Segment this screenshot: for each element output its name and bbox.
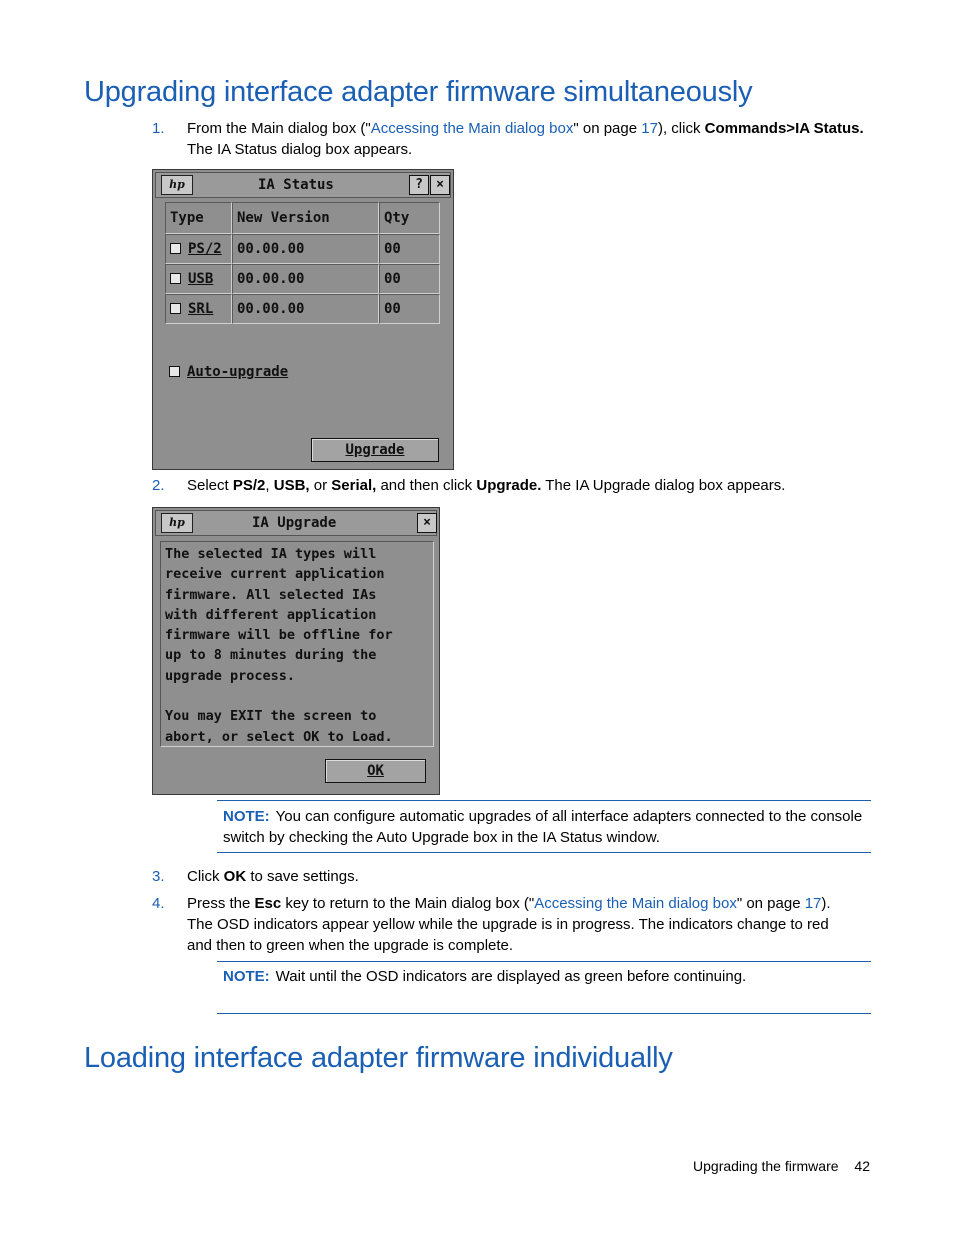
message-line: firmware will be offline for [165, 627, 393, 644]
dialog-title: IA Status [258, 177, 334, 193]
step-text [187, 893, 855, 956]
step-number: 2. [152, 477, 165, 494]
message-line: The selected IA types will [165, 546, 377, 562]
type-label: SRL [188, 301, 214, 317]
hp-logo: hp [161, 513, 193, 533]
type-cell[interactable] [165, 264, 232, 294]
checkbox-ps2[interactable] [170, 243, 181, 254]
option-serial: Serial, [331, 477, 377, 494]
esc-key: Esc [254, 895, 282, 912]
ia-upgrade-dialog [152, 507, 440, 795]
page-link[interactable]: 17 [641, 120, 658, 137]
upgrade-message [160, 541, 434, 747]
step-text-part: to save settings. [246, 868, 359, 885]
type-cell[interactable] [165, 234, 232, 264]
option-ps2: PS/2 [232, 477, 266, 494]
note-label: NOTE: [223, 808, 270, 825]
note-auto-upgrade [217, 800, 871, 853]
upgrade-button-label: Upgrade [345, 442, 405, 458]
step-text-part: " on page [573, 120, 642, 137]
footer-section-title: Upgrading the firmware [693, 1158, 839, 1174]
note-text: You can configure automatic upgrades of all interface adapters connected to the console switch by checking the Auto Upgrade box in the IA Status window. [223, 808, 863, 846]
step-number: 1. [152, 120, 165, 137]
message-line [165, 686, 433, 706]
step-text-part: key to return to the Main dialog box (" [281, 895, 535, 912]
step-text-part: Press the [187, 895, 255, 912]
qty-cell: 00 [379, 294, 440, 324]
section-heading-upgrading: Upgrading interface adapter firmware simultaneously [84, 76, 753, 108]
version-cell: 00.00.00 [232, 264, 379, 294]
column-header-new-version: New Version [232, 202, 379, 234]
message-line: upgrade process. [165, 667, 296, 684]
ia-status-dialog [152, 169, 454, 470]
page-footer [693, 1158, 870, 1174]
step-text-part: , [265, 477, 274, 494]
version-cell: 00.00.00 [232, 234, 379, 264]
checkbox-auto-upgrade[interactable] [169, 366, 180, 377]
dialog-title: IA Upgrade [252, 515, 337, 531]
checkbox-usb[interactable] [170, 273, 181, 284]
help-icon[interactable]: ? [409, 175, 429, 195]
note-text: Wait until the OSD indicators are displayed as green before continuing. [275, 968, 747, 985]
column-header-qty: Qty [379, 202, 440, 234]
version-cell: 00.00.00 [232, 294, 379, 324]
type-cell[interactable] [165, 294, 232, 324]
step-text-part: Click [187, 868, 224, 885]
accessing-main-dialog-link[interactable]: Accessing the Main dialog box [534, 895, 737, 912]
note-osd-indicators [217, 961, 871, 1014]
dialog-title-bar [155, 172, 451, 198]
ok-button[interactable] [325, 759, 426, 783]
message-line: firmware. All selected IAs [165, 586, 377, 603]
hp-logo: hp [161, 175, 193, 195]
upgrade-button[interactable] [311, 438, 439, 462]
checkbox-srl[interactable] [170, 303, 181, 314]
qty-cell: 00 [379, 234, 440, 264]
auto-upgrade-label: Auto-upgrade [187, 364, 289, 380]
step-text-part: and then click [376, 477, 477, 494]
section-heading-loading: Loading interface adapter firmware individually [84, 1042, 673, 1074]
accessing-main-dialog-link[interactable]: Accessing the Main dialog box [370, 120, 574, 137]
step-text-part: " on page [736, 895, 805, 912]
step-text [187, 866, 867, 887]
page-link[interactable]: 17 [804, 895, 822, 912]
note-label: NOTE: [223, 968, 270, 985]
column-header-type: Type [165, 202, 232, 234]
option-usb: USB, [273, 477, 310, 494]
ok-button-label: OK [367, 763, 384, 779]
step-text-part: or [309, 477, 332, 494]
message-line: receive current application [165, 566, 385, 583]
message-line: You may EXIT the screen to [165, 708, 377, 725]
step-number: 4. [152, 895, 165, 912]
command-path: Commands>IA Status. [704, 120, 864, 137]
close-icon[interactable]: × [430, 175, 450, 195]
message-line: with different application [165, 606, 377, 623]
page-number: 42 [854, 1158, 870, 1174]
step-text-part: From the Main dialog box (" [187, 120, 371, 137]
type-label: USB [188, 271, 214, 287]
step-number: 3. [152, 868, 165, 885]
step-text-part: The IA Upgrade dialog box appears. [541, 477, 786, 494]
step-text-part: ), click [657, 120, 705, 137]
step-text-part: ). The OSD indicators appear yellow while the upgrade is in progress. The indicators change to red and then to green when the upgrade is complete. [187, 895, 831, 954]
type-label: PS/2 [188, 241, 222, 257]
message-line: abort, or select OK to Load. [165, 728, 393, 745]
message-line: up to 8 minutes during the [165, 647, 377, 664]
option-upgrade: Upgrade. [476, 477, 542, 494]
step-text-part: Select [187, 477, 233, 494]
step-text-part: The IA Status dialog box appears. [187, 141, 413, 158]
auto-upgrade-option[interactable] [169, 364, 288, 380]
ok-keyword: OK [223, 868, 247, 885]
qty-cell: 00 [379, 264, 440, 294]
close-icon[interactable]: × [417, 513, 437, 533]
dialog-title-bar [155, 510, 437, 536]
step-text [187, 118, 867, 160]
step-text [187, 475, 867, 496]
